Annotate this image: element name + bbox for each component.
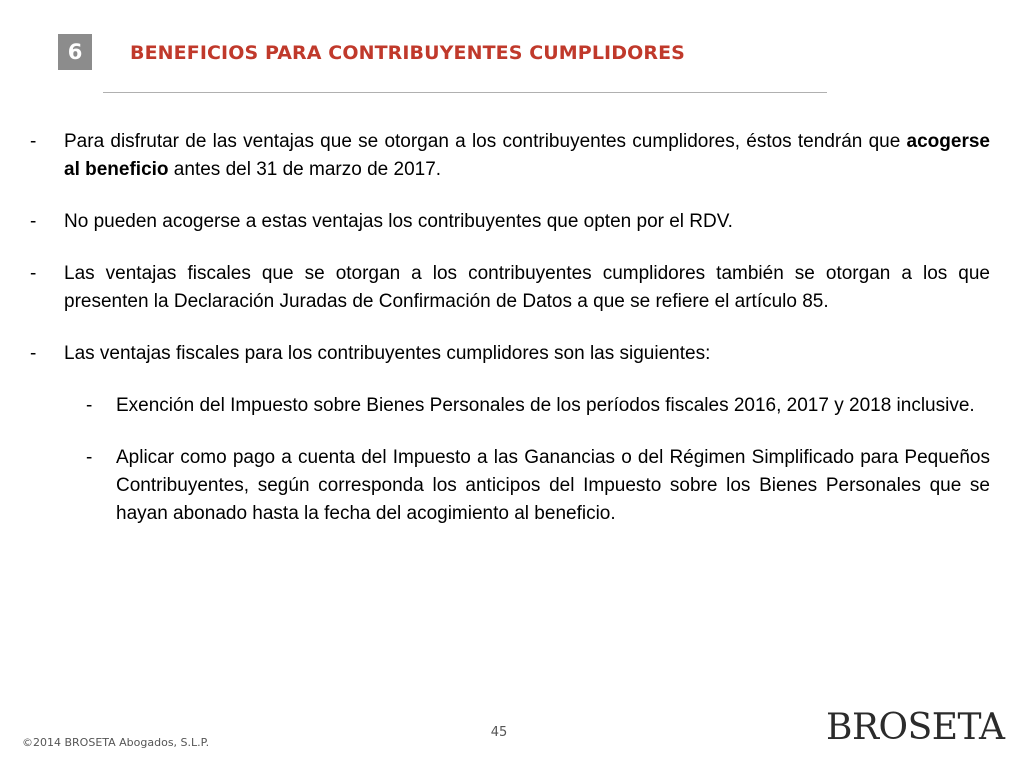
bullet-dash: - xyxy=(30,211,37,232)
bullet-text: Para disfrutar de las ventajas que se otorgan a los contribuyentes cumplidores, éstos tendrán que xyxy=(64,131,907,152)
title-divider xyxy=(103,92,827,93)
bullet-dash: - xyxy=(30,343,37,364)
bullet-item-1 xyxy=(30,128,990,184)
bullet-text: antes del 31 de marzo de 2017. xyxy=(168,159,442,180)
bullet-dash: - xyxy=(86,395,93,416)
bullet-item-4 xyxy=(30,340,990,368)
bullet-text: Las ventajas fiscales para los contribuyentes cumplidores son las siguientes: xyxy=(64,343,711,364)
sub-bullet-item-1 xyxy=(86,392,990,420)
bullet-dash: - xyxy=(86,447,93,468)
broseta-logo: BROSETA xyxy=(826,707,1005,748)
bullet-dash: - xyxy=(30,263,37,284)
bullet-text-emphasis: acogerse al beneficio xyxy=(64,131,990,180)
bullet-item-3 xyxy=(30,260,990,316)
page-number: 45 xyxy=(490,725,508,740)
sub-bullet-item-2 xyxy=(86,444,990,528)
slide-title: BENEFICIOS PARA CONTRIBUYENTES CUMPLIDORES xyxy=(130,42,685,64)
bullet-text: Las ventajas fiscales que se otorgan a los contribuyentes cumplidores también se otorgan a los que presenten la Declaración Juradas de Confirmación de Datos a que se refiere el artículo 85. xyxy=(64,263,990,312)
bullet-text: Exención del Impuesto sobre Bienes Personales de los períodos fiscales 2016, 2017 y 2018 inclusive. xyxy=(116,395,975,416)
bullet-text: No pueden acogerse a estas ventajas los contribuyentes que opten por el RDV. xyxy=(64,211,733,232)
bullet-item-2 xyxy=(30,208,990,236)
section-number-badge: 6 xyxy=(58,34,92,70)
bullet-text: Aplicar como pago a cuenta del Impuesto a las Ganancias o del Régimen Simplificado para Pequeños Contribuyentes, según corresponda los anticipos del Impuesto sobre los Bienes Personales que se hayan abonado hasta la fecha del acogimiento al beneficio. xyxy=(116,447,990,524)
bullet-dash: - xyxy=(30,131,37,152)
slide-content xyxy=(30,128,990,552)
copyright-notice: ©2014 BROSETA Abogados, S.L.P. xyxy=(22,736,210,749)
